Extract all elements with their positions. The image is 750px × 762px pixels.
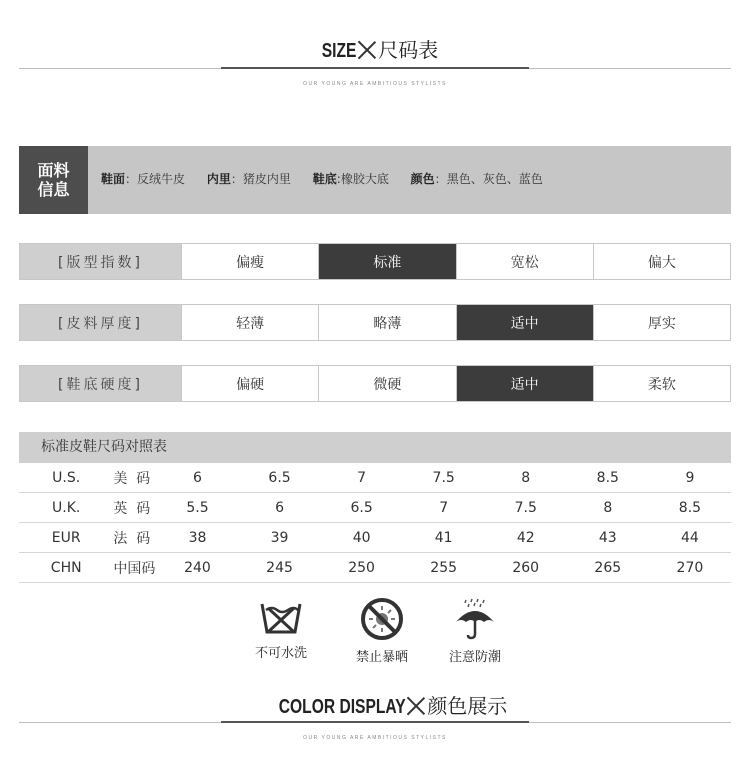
rating-option: 适中	[457, 305, 594, 340]
material-items	[101, 170, 561, 187]
care-label: 不可水洗	[254, 646, 307, 661]
divider-accent	[221, 721, 529, 723]
rating-label: [鞋底硬度]	[20, 366, 182, 401]
size-value: 255	[403, 553, 485, 583]
size-value: 6.5	[239, 463, 321, 493]
size-value: 7	[321, 463, 403, 493]
size-value: 265	[567, 553, 649, 583]
size-code: U.S.	[19, 463, 113, 493]
material-value: 橡胶大底	[340, 172, 389, 186]
size-title-en: SIZE	[321, 40, 357, 62]
size-value: 8.5	[649, 493, 731, 523]
size-code: EUR	[19, 523, 113, 553]
material-key: 鞋面	[101, 172, 126, 186]
size-value: 270	[649, 553, 731, 583]
size-value: 6	[239, 493, 321, 523]
rating-option: 偏硬	[182, 366, 319, 401]
size-chart-table	[19, 463, 731, 583]
care-item	[337, 598, 427, 665]
material-sep: ：	[125, 172, 138, 186]
size-row	[19, 523, 731, 553]
size-value: 44	[649, 523, 731, 553]
size-value: 8	[567, 493, 649, 523]
material-label	[19, 146, 88, 214]
care-label: 禁止暴晒	[355, 650, 408, 665]
material-sep: ：	[434, 172, 447, 186]
size-value: 260	[485, 553, 567, 583]
size-value: 245	[239, 553, 321, 583]
size-value: 6	[156, 463, 238, 493]
rating-thickness	[19, 304, 731, 341]
color-title	[0, 690, 750, 719]
size-code: CHN	[19, 553, 113, 583]
size-value: 41	[403, 523, 485, 553]
rating-option: 柔软	[647, 376, 676, 393]
rating-option: 宽松	[457, 244, 594, 279]
size-value: 7	[403, 493, 485, 523]
rating-option: 厚实	[647, 315, 676, 332]
size-value: 7.5	[403, 463, 485, 493]
size-value: 5.5	[156, 493, 238, 523]
material-label-line1: 面料	[37, 161, 70, 180]
material-value: 猪皮内里	[242, 172, 291, 186]
size-value: 43	[567, 523, 649, 553]
care-item	[236, 598, 326, 661]
size-value: 250	[321, 553, 403, 583]
size-system: 法 码	[113, 523, 156, 553]
rating-label: [皮料厚度]	[20, 305, 182, 340]
rating-option: 标准	[319, 244, 456, 279]
material-value: 反绒牛皮	[137, 172, 186, 186]
rating-option: 偏瘦	[182, 244, 319, 279]
subtitle: OUR YOUNG ARE AMBITIOUS STYLISTS	[303, 735, 447, 741]
size-value: 40	[321, 523, 403, 553]
cross-icon	[407, 697, 425, 715]
rating-option: 略薄	[319, 305, 456, 340]
size-value: 240	[156, 553, 238, 583]
color-title-en: COLOR DISPLAY	[278, 696, 406, 718]
material-value: 黑色、灰色、蓝色	[446, 172, 543, 186]
rating-hardness	[19, 365, 731, 402]
umbrella-rain-icon	[452, 598, 498, 640]
rating-option: 偏大	[647, 254, 676, 271]
size-row	[19, 463, 731, 493]
rating-fit	[19, 243, 731, 280]
size-system: 英 码	[113, 493, 156, 523]
rating-option: 适中	[457, 366, 594, 401]
size-row	[19, 493, 731, 523]
material-key: 内里	[206, 172, 231, 186]
material-key: 鞋底	[312, 172, 337, 186]
divider-accent	[221, 67, 529, 69]
size-value: 8	[485, 463, 567, 493]
cross-icon	[358, 41, 376, 59]
size-value: 39	[239, 523, 321, 553]
rating-option: 轻薄	[182, 305, 319, 340]
size-value: 9	[649, 463, 731, 493]
size-value: 6.5	[321, 493, 403, 523]
size-title	[0, 34, 750, 63]
rating-label: [版型指数]	[20, 244, 182, 279]
material-sep: :	[336, 172, 341, 186]
size-system: 美 码	[113, 463, 156, 493]
size-chart-title: 标准皮鞋尺码对照表	[19, 432, 731, 463]
size-code: U.K.	[19, 493, 113, 523]
care-item	[430, 598, 520, 665]
care-label: 注意防潮	[448, 650, 501, 665]
size-row	[19, 553, 731, 583]
subtitle: OUR YOUNG ARE AMBITIOUS STYLISTS	[303, 81, 447, 87]
material-label-line2: 信息	[37, 180, 70, 199]
size-value: 7.5	[485, 493, 567, 523]
no-wash-icon	[258, 598, 304, 636]
material-sep: ：	[230, 172, 243, 186]
color-title-cn: 颜色展示	[427, 694, 508, 718]
size-value: 38	[156, 523, 238, 553]
rating-option: 微硬	[319, 366, 456, 401]
size-title-cn: 尺码表	[378, 38, 439, 62]
no-sun-icon	[359, 598, 405, 640]
size-system: 中国码	[113, 553, 156, 583]
size-value: 42	[485, 523, 567, 553]
size-value: 8.5	[567, 463, 649, 493]
material-key: 颜色	[410, 172, 435, 186]
